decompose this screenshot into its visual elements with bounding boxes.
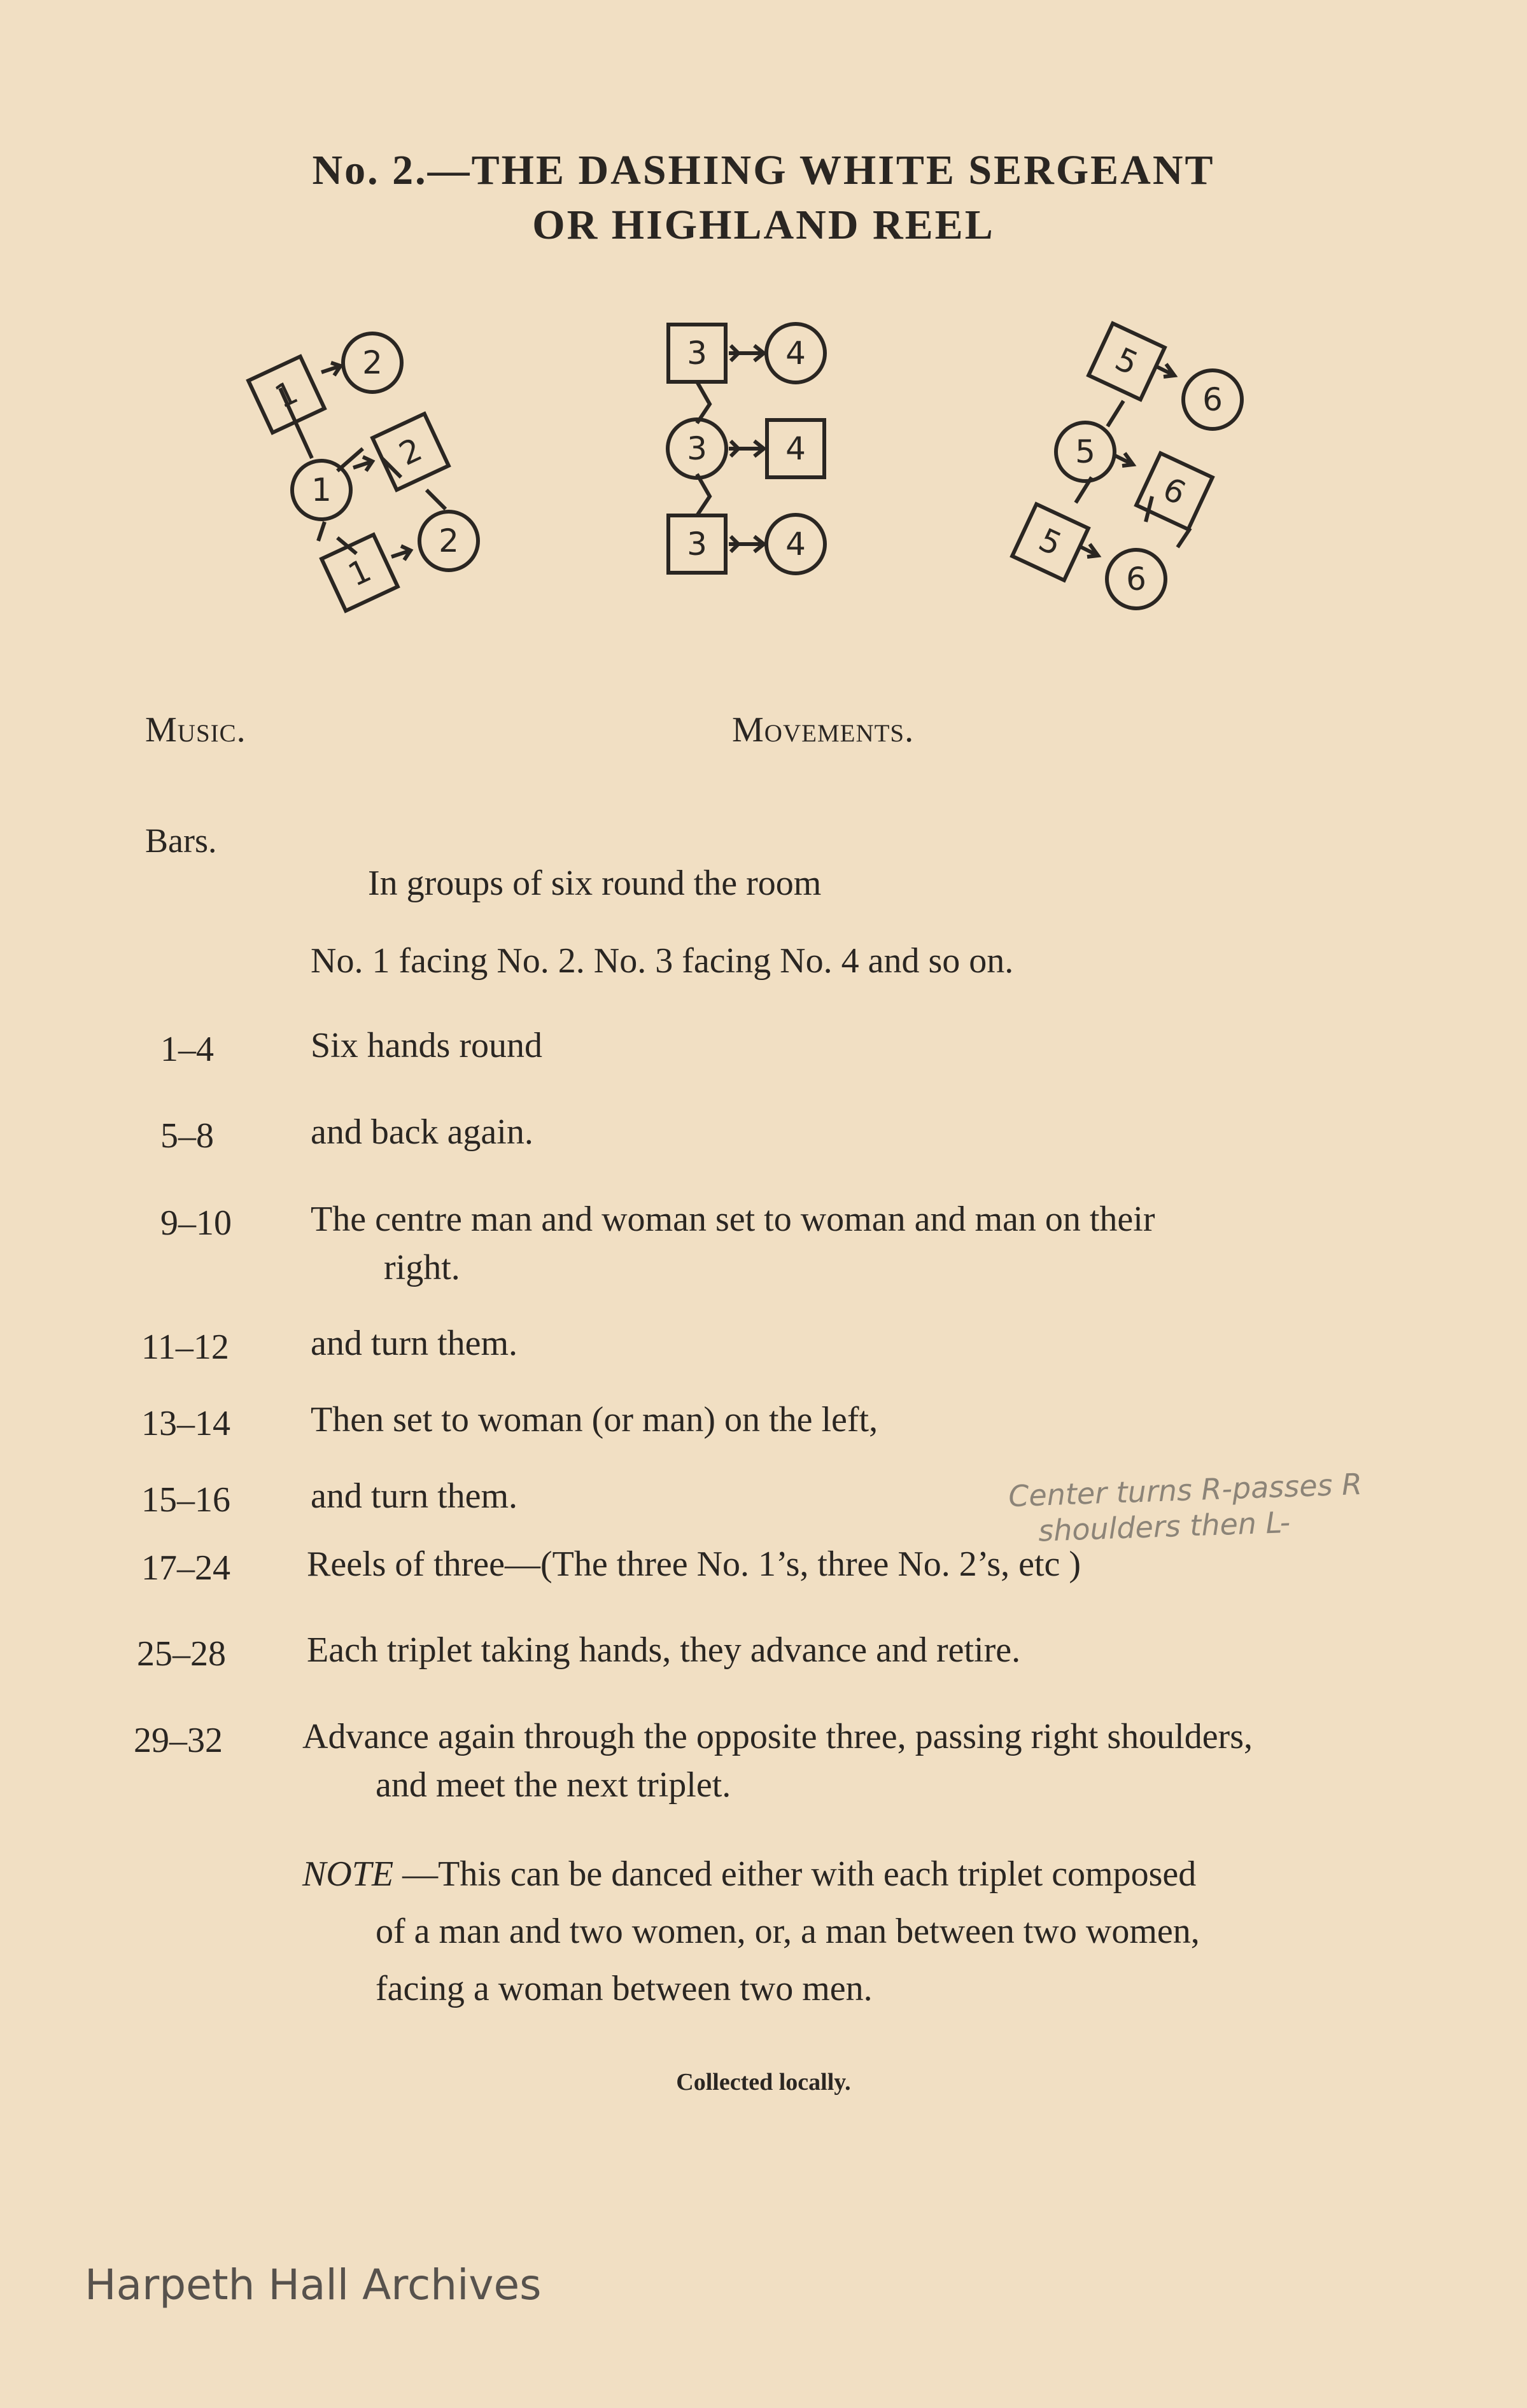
handwritten-annotation: [1008, 1462, 1493, 1550]
movement-row: [302, 1712, 1253, 1809]
archive-watermark: Harpeth Hall Archives: [85, 2260, 542, 2309]
movement-row: and turn them.: [311, 1324, 518, 1363]
diagram-middle-label-2: 4: [785, 335, 806, 372]
bars-29-32: 29–32: [134, 1721, 223, 1760]
movement-row: and turn them.: [311, 1476, 518, 1516]
bars-header: Bars.: [145, 822, 217, 860]
note-line-2: of a man and two women, or, a man between two women,: [376, 1912, 1200, 1951]
movement-row-line-1: Advance again through the opposite three, passing right shoulders,: [302, 1717, 1253, 1756]
diagram-right-label-2: 6: [1202, 381, 1223, 418]
title-line-1: No. 2.—THE DASHING WHITE SERGEANT: [312, 147, 1215, 193]
diagram-middle-label-5: 3: [687, 526, 707, 563]
movement-row: Each triplet taking hands, they advance and retire.: [307, 1630, 1021, 1670]
bars-9-10: 9–10: [160, 1203, 232, 1243]
diagram-middle-label-4: 4: [785, 430, 806, 467]
diagram-left-label-1: 1: [269, 373, 304, 416]
diagram-right-label-6: 6: [1126, 561, 1146, 598]
diagram-middle-label-1: 3: [687, 335, 707, 372]
bars-17-24: 17–24: [141, 1548, 230, 1588]
diagram-left-label-4: 2: [393, 430, 428, 473]
handwritten-line-1: Center turns R-passes R: [1008, 1466, 1363, 1514]
note-line-1: —This can be danced either with each triplet composed: [393, 1854, 1197, 1894]
intro-line-1: In groups of six round the room: [368, 864, 822, 903]
formation-diagram-left: [236, 318, 503, 626]
movement-row-line-1: The centre man and woman set to woman and man on their: [311, 1200, 1155, 1239]
movements-column-header: Movements.: [732, 710, 915, 750]
handwritten-line-2: shoulders then L-: [1038, 1504, 1291, 1548]
note-line-3: facing a woman between two men.: [376, 1969, 873, 2008]
movement-row: Then set to woman (or man) on the left,: [311, 1400, 878, 1439]
bars-25-28: 25–28: [137, 1634, 226, 1674]
diagram-left-label-2: 2: [362, 344, 383, 381]
movement-row-line-2: and meet the next triplet.: [376, 1765, 731, 1805]
movement-row: Reels of three—(The three No. 1’s, three No. 2’s, etc ): [307, 1544, 1081, 1584]
note-label: NOTE: [302, 1854, 394, 1894]
diagram-left-label-5: 1: [342, 551, 377, 594]
bars-1-4: 1–4: [160, 1030, 214, 1069]
formation-diagram-middle: [662, 318, 866, 588]
diagram-right-label-4: 6: [1157, 470, 1192, 513]
movement-row-line-2: right.: [384, 1248, 460, 1287]
formation-diagram-right: [999, 318, 1267, 626]
bars-11-12: 11–12: [141, 1327, 229, 1367]
bars-13-14: 13–14: [141, 1404, 230, 1443]
music-column-header: Music.: [145, 710, 246, 750]
title-line-2: OR HIGHLAND REEL: [532, 202, 995, 248]
bars-15-16: 15–16: [141, 1480, 230, 1520]
diagram-left-label-3: 1: [311, 472, 332, 508]
diagram-right-label-5: 5: [1033, 521, 1067, 564]
diagram-right-label-3: 5: [1075, 433, 1095, 470]
page-title: [0, 143, 1527, 253]
movement-row: [311, 1195, 1155, 1292]
note-paragraph: [302, 1845, 1200, 2017]
diagram-left-label-6: 2: [439, 522, 459, 559]
movement-row: and back again.: [311, 1112, 533, 1152]
source-credit: Collected locally.: [676, 2069, 851, 2096]
bars-5-8: 5–8: [160, 1116, 214, 1156]
diagram-right-label-1: 5: [1109, 340, 1144, 383]
movement-row: Six hands round: [311, 1026, 542, 1065]
diagram-middle-label-6: 4: [785, 526, 806, 563]
intro-line-2: No. 1 facing No. 2. No. 3 facing No. 4 and so on.: [311, 941, 1014, 981]
diagram-middle-label-3: 3: [687, 430, 707, 467]
